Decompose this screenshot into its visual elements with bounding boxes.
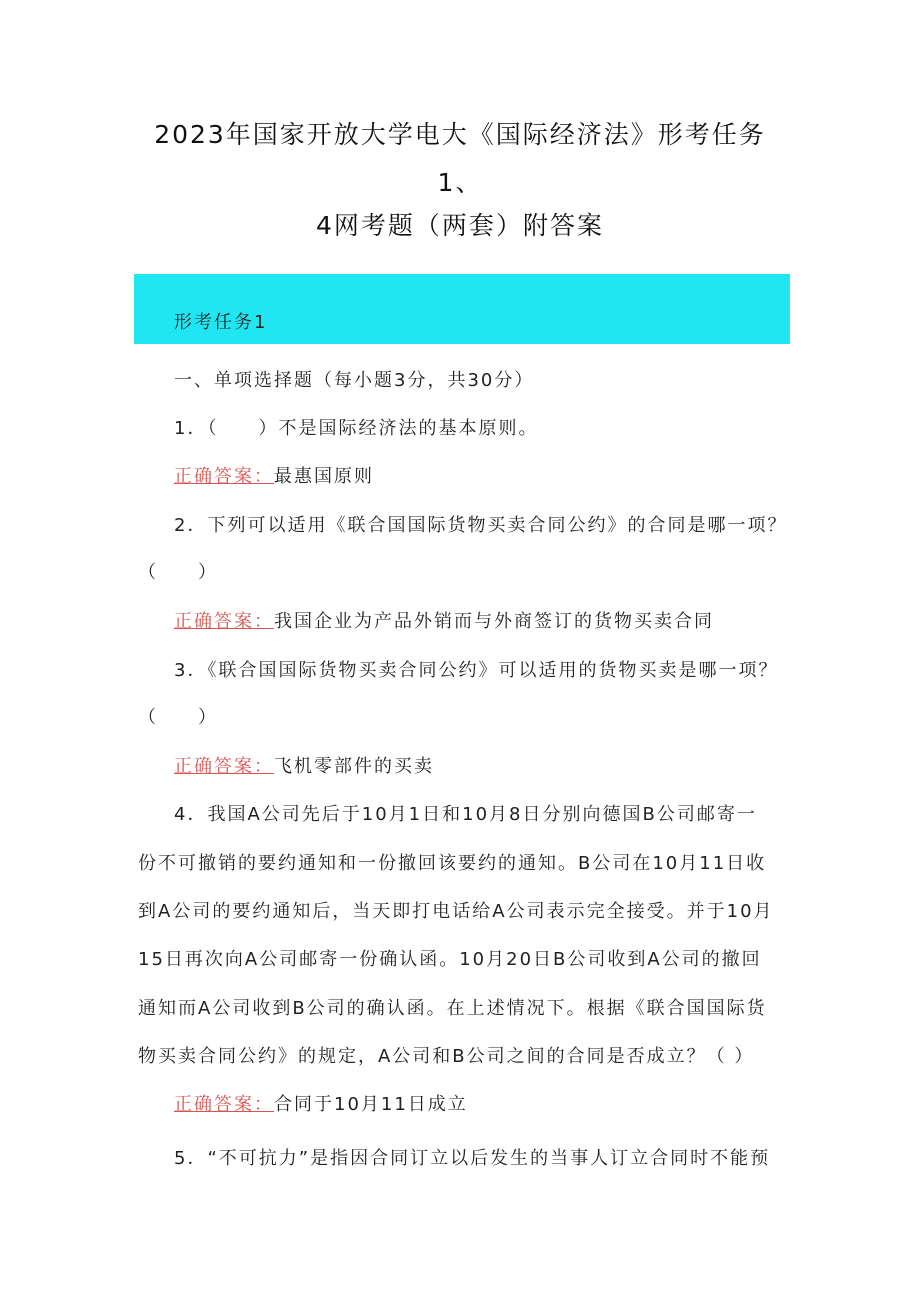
question-4-line-6: 物买卖合同公约》的规定，A公司和B公司之间的合同是否成立？（ ） <box>138 1046 755 1067</box>
question-3: 3．《联合国国际货物买卖合同公约》可以适用的货物买卖是哪一项？ <box>174 660 779 681</box>
question-4: 4．我国A公司先后于10月1日和10月8日分别向德国B公司邮寄一 <box>174 804 757 825</box>
answer-text: 合同于10月11日成立 <box>274 1094 468 1115</box>
question-4-line-5: 通知而A公司收到B公司的确认函。在上述情况下。根据《联合国国际货 <box>138 998 767 1019</box>
question-5: 5．“不可抗力”是指因合同订立以后发生的当事人订立合同时不能预 <box>174 1148 771 1169</box>
answer-4 <box>174 1090 468 1116</box>
question-2-cont: （ ） <box>138 562 218 583</box>
question-4-line-3: 到A公司的要约通知后，当天即打电话给A公司表示完全接受。并于10月 <box>138 901 774 922</box>
banner-label: 形考任务1 <box>174 312 268 333</box>
section-heading: 一、单项选择题（每小题3分，共30分） <box>174 370 535 391</box>
title-line-3: 4网考题（两套）附答案 <box>316 211 604 240</box>
question-4-line-4: 15日再次向A公司邮寄一份确认函。10月20日B公司收到A公司的撤回 <box>138 949 762 970</box>
answer-label: 正确答案： <box>174 756 274 777</box>
question-1: 1．（ ）不是国际经济法的基本原则。 <box>174 418 539 439</box>
answer-text: 飞机零部件的买卖 <box>274 756 434 777</box>
answer-label: 正确答案： <box>174 466 274 487</box>
question-2: 2．下列可以适用《联合国国际货物买卖合同公约》的合同是哪一项？ <box>174 515 788 536</box>
section-banner <box>134 274 790 344</box>
answer-2 <box>174 607 714 633</box>
question-3-cont: （ ） <box>138 707 218 728</box>
answer-label: 正确答案： <box>174 611 274 632</box>
answer-text: 最惠国原则 <box>274 466 374 487</box>
question-4-line-2: 份不可撤销的要约通知和一份撤回该要约的通知。B公司在10月11日收 <box>138 853 767 874</box>
answer-label: 正确答案： <box>174 1094 274 1115</box>
answer-1 <box>174 462 374 488</box>
answer-3 <box>174 752 434 778</box>
title-line-2: 1、 <box>437 168 483 197</box>
title-line-1: 2023年国家开放大学电大《国际经济法》形考任务 <box>154 120 766 149</box>
answer-text: 我国企业为产品外销而与外商签订的货物买卖合同 <box>274 611 714 632</box>
